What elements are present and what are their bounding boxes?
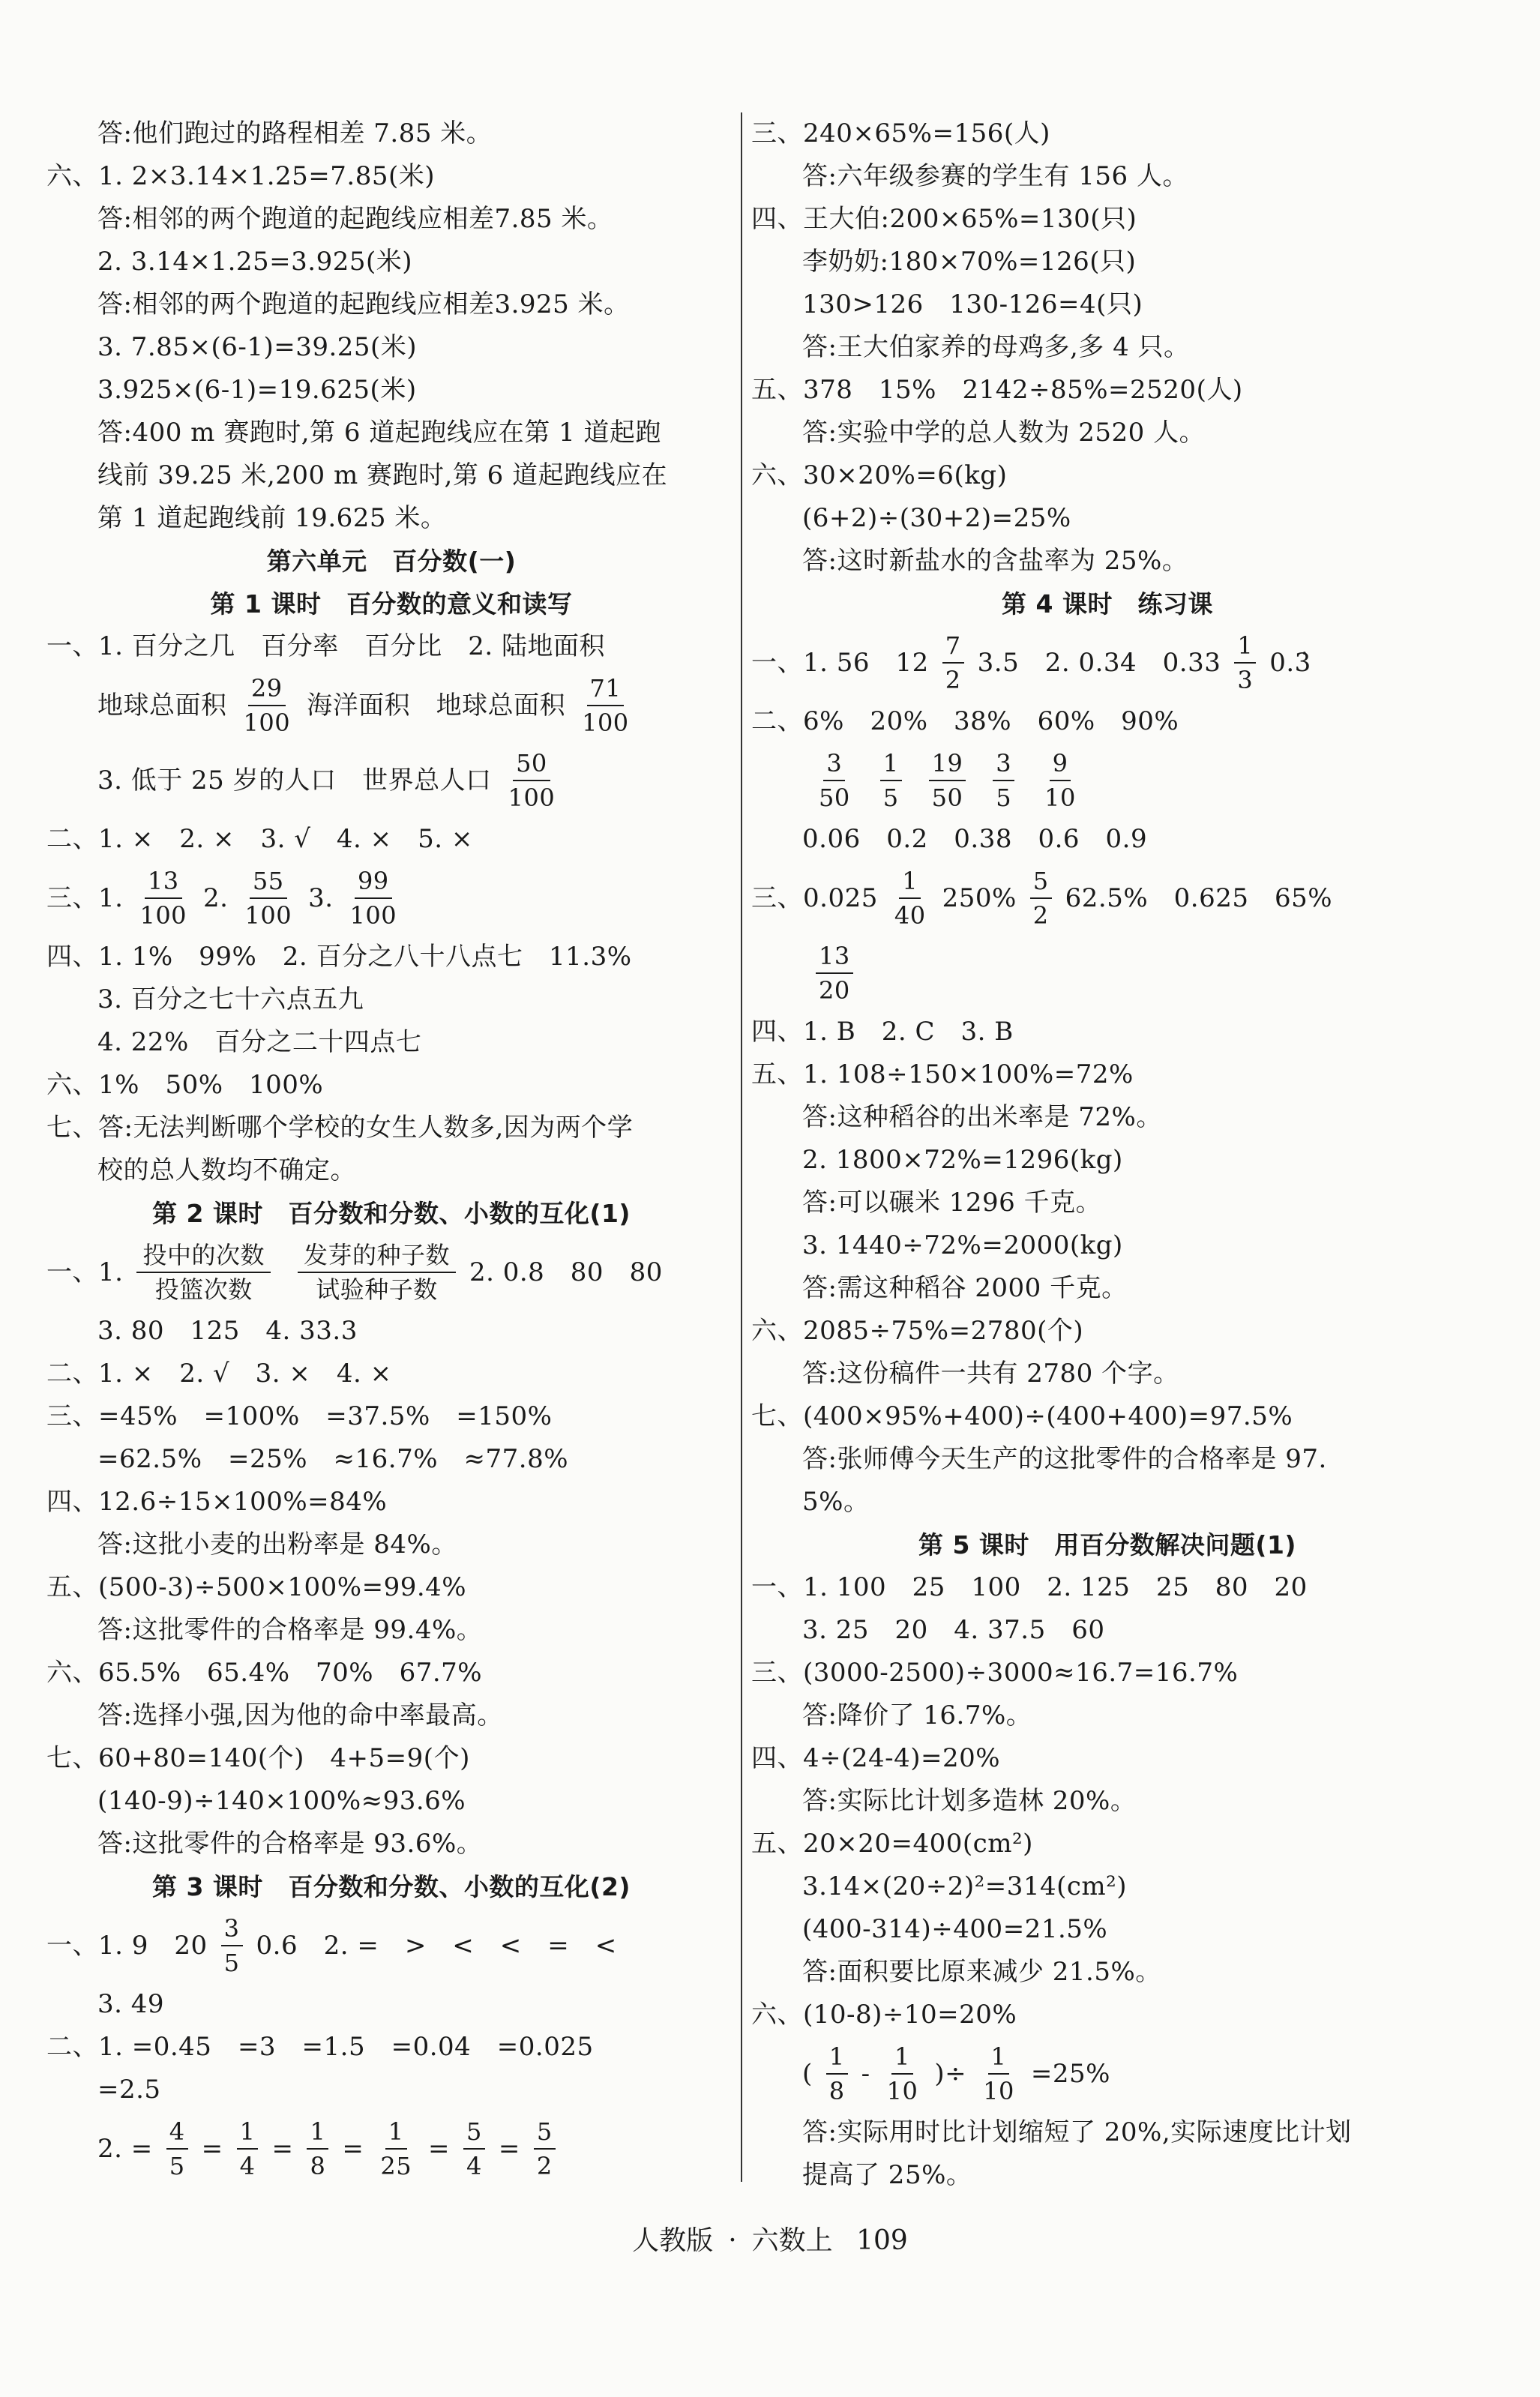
answer-line-fraction bbox=[46, 743, 736, 818]
answer-line: 答:王大伯家养的母鸡多,多 4 只。 bbox=[802, 332, 1190, 362]
numerator: 1 bbox=[988, 2042, 1010, 2075]
text-segment: 0.6 2. = > < < = < bbox=[256, 1931, 617, 1961]
denominator: 5 bbox=[169, 2152, 185, 2180]
fraction bbox=[579, 673, 632, 738]
right-column bbox=[751, 112, 1464, 2197]
text-segment: 2. bbox=[203, 883, 229, 913]
denominator: 100 bbox=[349, 901, 397, 930]
answer-line: 答:这份稿件一共有 2780 个字。 bbox=[802, 1359, 1179, 1389]
numerator: 3 bbox=[823, 748, 845, 781]
fraction bbox=[942, 631, 964, 695]
equals-sign: = bbox=[498, 2134, 520, 2164]
lesson-heading: 第 2 课时 百分数和分数、小数的互化(1) bbox=[151, 1199, 631, 1228]
numerator: 71 bbox=[587, 673, 625, 706]
answer-line: 答:选择小强,因为他的命中率最高。 bbox=[97, 1700, 503, 1730]
denominator: 2 bbox=[536, 2152, 553, 2180]
text-segment: 三、1. bbox=[46, 883, 124, 913]
answer-line: 3. 80 125 4. 33.3 bbox=[97, 1316, 358, 1346]
denominator: 4 bbox=[239, 2152, 256, 2180]
answer-line: 3. 1440÷72%=2000(kg) bbox=[802, 1230, 1123, 1260]
edition-label: 人教版 bbox=[632, 2225, 714, 2256]
answer-line: (400-314)÷400=21.5% bbox=[802, 1914, 1108, 1944]
fraction bbox=[136, 866, 190, 930]
fraction bbox=[347, 866, 400, 930]
answer-line: 5%。 bbox=[802, 1487, 870, 1517]
fraction bbox=[241, 673, 294, 738]
text-segment: 一、1. 9 20 bbox=[46, 1931, 208, 1961]
fraction bbox=[298, 1240, 456, 1305]
answer-line: 李奶奶:180×70%=126(只) bbox=[802, 247, 1137, 277]
numerator: 1 bbox=[307, 2117, 328, 2150]
text-segment: 3. 低于 25 岁的人口 世界总人口 bbox=[97, 766, 492, 796]
fraction bbox=[884, 2042, 921, 2106]
denominator: 40 bbox=[894, 901, 926, 930]
fraction bbox=[980, 2042, 1017, 2106]
answer-line: 三、240×65%=156(人) bbox=[751, 118, 1050, 148]
fraction bbox=[241, 866, 295, 930]
answer-line: 2. 3.14×1.25=3.925(米) bbox=[97, 247, 412, 277]
answer-line: 三、=45% =100% =37.5% =150% bbox=[46, 1401, 553, 1431]
answer-line: 答:可以碾米 1296 千克。 bbox=[802, 1188, 1102, 1218]
answer-line: 七、(400×95%+400)÷(400+400)=97.5% bbox=[751, 1401, 1293, 1431]
fraction bbox=[929, 748, 966, 813]
answer-line: 提高了 25%。 bbox=[802, 2160, 972, 2190]
denominator: 5 bbox=[996, 784, 1012, 812]
answer-line: 答:面积要比原来减少 21.5%。 bbox=[802, 1957, 1161, 1987]
fraction bbox=[237, 2117, 259, 2181]
numerator: 1 bbox=[880, 748, 902, 781]
answer-line: 3. 7.85×(6-1)=39.25(米) bbox=[97, 332, 418, 362]
denominator: 投篮次数 bbox=[154, 1275, 253, 1304]
numerator: 1 bbox=[891, 2042, 913, 2075]
answer-line: =2.5 bbox=[97, 2075, 161, 2105]
numerator: 3 bbox=[993, 748, 1014, 781]
denominator: 100 bbox=[508, 784, 556, 812]
answer-line: (6+2)÷(30+2)=25% bbox=[802, 503, 1071, 533]
equals-sign: = bbox=[271, 2134, 294, 2164]
answer-line-fraction bbox=[46, 668, 736, 743]
answer-line: 五、20×20=400(cm²) bbox=[751, 1829, 1033, 1859]
answer-line: 校的总人数均不确定。 bbox=[97, 1155, 356, 1185]
answer-line: 六、(10-8)÷10=20% bbox=[751, 2000, 1017, 2030]
denominator: 2 bbox=[1032, 901, 1049, 930]
text-segment: )÷ bbox=[934, 2059, 967, 2089]
text-segment: 2. 0.8 80 80 bbox=[469, 1257, 663, 1287]
answer-line-fraction bbox=[751, 936, 1464, 1011]
answer-line: 3.925×(6-1)=19.625(米) bbox=[97, 375, 417, 405]
page-footer bbox=[0, 2219, 1540, 2258]
column-divider bbox=[741, 112, 742, 2182]
fraction bbox=[377, 2117, 415, 2181]
numerator: 99 bbox=[355, 866, 392, 899]
answer-line: 第 1 道起跑线前 19.625 米。 bbox=[97, 503, 447, 533]
answer-line: 答:六年级参赛的学生有 156 人。 bbox=[802, 161, 1188, 191]
numerator: 5 bbox=[534, 2117, 556, 2150]
fraction bbox=[307, 2117, 328, 2181]
minus-sign: - bbox=[861, 2059, 870, 2089]
fraction bbox=[1030, 866, 1052, 930]
answer-line: 六、1. 2×3.14×1.25=7.85(米) bbox=[46, 161, 435, 191]
answer-line: 六、30×20%=6(kg) bbox=[751, 460, 1008, 490]
answer-line: 答:这时新盐水的含盐率为 25%。 bbox=[802, 546, 1188, 576]
denominator: 5 bbox=[882, 784, 899, 812]
answer-line-fraction bbox=[46, 861, 736, 936]
answer-line: 答:实验中学的总人数为 2520 人。 bbox=[802, 418, 1206, 448]
text-segment: 3.5 2. 0.34 0.33 bbox=[977, 648, 1221, 678]
answer-line: 五、(500-3)÷500×100%=99.4% bbox=[46, 1572, 467, 1602]
answer-line: 七、60+80=140(个) 4+5=9(个) bbox=[46, 1743, 470, 1773]
answer-line: 二、1. =0.45 =3 =1.5 =0.04 =0.025 bbox=[46, 2032, 594, 2062]
fraction bbox=[816, 748, 853, 813]
answer-line: 一、1. 百分之几 百分率 百分比 2. 陆地面积 bbox=[46, 631, 605, 661]
denominator: 10 bbox=[886, 2077, 918, 2105]
answer-line: =62.5% =25% ≈16.7% ≈77.8% bbox=[97, 1444, 569, 1474]
fraction bbox=[826, 2042, 848, 2106]
answer-line: 五、1. 108÷150×100%=72% bbox=[751, 1059, 1134, 1089]
numerator: 3 bbox=[221, 1913, 243, 1946]
fraction bbox=[1041, 748, 1079, 813]
answer-line: 答:实际用时比计划缩短了 20%,实际速度比计划 bbox=[802, 2117, 1352, 2147]
lesson-heading: 第 1 课时 百分数的意义和读写 bbox=[210, 589, 573, 619]
numerator: 1 bbox=[385, 2117, 407, 2150]
denominator: 试验种子数 bbox=[316, 1275, 438, 1304]
answer-line: 答:降价了 16.7%。 bbox=[802, 1700, 1032, 1730]
text-segment: 0.3̇ bbox=[1269, 648, 1311, 678]
fraction bbox=[505, 748, 559, 813]
text-segment: ( bbox=[802, 2059, 813, 2089]
answer-line-fraction bbox=[751, 2036, 1464, 2111]
numerator: 7 bbox=[942, 631, 964, 664]
text-segment: 地球总面积 bbox=[97, 691, 227, 721]
text-segment: 3. bbox=[308, 883, 334, 913]
answer-line: 答:这批小麦的出粉率是 84%。 bbox=[97, 1530, 457, 1560]
answer-line: 六、2085÷75%=2780(个) bbox=[751, 1316, 1084, 1346]
numerator: 1 bbox=[899, 866, 921, 899]
denominator: 100 bbox=[244, 901, 292, 930]
answer-line: 四、12.6÷15×100%=84% bbox=[46, 1487, 388, 1517]
answer-line: 3. 25 20 4. 37.5 60 bbox=[802, 1615, 1105, 1645]
answer-line: 答:需这种稻谷 2000 千克。 bbox=[802, 1273, 1128, 1303]
answer-line: 二、1. × 2. √ 3. × 4. × bbox=[46, 1359, 392, 1389]
answer-line: 五、378 15% 2142÷85%=2520(人) bbox=[751, 375, 1243, 405]
equals-sign: = bbox=[342, 2134, 364, 2164]
answer-line: (140-9)÷140×100%≈93.6% bbox=[97, 1786, 466, 1816]
denominator: 8 bbox=[310, 2152, 326, 2180]
denominator: 5 bbox=[223, 1949, 240, 1977]
fraction bbox=[993, 748, 1014, 813]
numerator: 5 bbox=[463, 2117, 485, 2150]
answer-line: 2. 1800×72%=1296(kg) bbox=[802, 1145, 1123, 1175]
answer-line: 答:相邻的两个跑道的起跑线应相差7.85 米。 bbox=[97, 204, 613, 234]
denominator: 50 bbox=[819, 784, 850, 812]
answer-line: 3.14×(20÷2)²=314(cm²) bbox=[802, 1871, 1128, 1901]
denominator: 10 bbox=[983, 2077, 1014, 2105]
answer-line: 答:400 m 赛跑时,第 6 道起跑线应在第 1 道起跑 bbox=[97, 418, 662, 448]
denominator: 100 bbox=[582, 709, 629, 737]
denominator: 100 bbox=[243, 709, 291, 737]
numerator: 5 bbox=[1030, 866, 1052, 899]
fraction bbox=[880, 748, 902, 813]
answer-line: 四、4÷(24-4)=20% bbox=[751, 1743, 1001, 1773]
fraction bbox=[463, 2117, 485, 2181]
numerator: 投中的次数 bbox=[136, 1240, 271, 1273]
lesson-heading: 第 3 课时 百分数和分数、小数的互化(2) bbox=[151, 1872, 631, 1901]
answer-line: 答:张师傅今天生产的这批零件的合格率是 97. bbox=[802, 1444, 1327, 1474]
unit-heading: 第六单元 百分数(一) bbox=[266, 547, 517, 576]
answer-line: 答:这批零件的合格率是 99.4%。 bbox=[97, 1615, 483, 1645]
fraction bbox=[136, 1240, 271, 1305]
fraction bbox=[891, 866, 929, 930]
fraction bbox=[816, 941, 853, 1005]
numerator: 发芽的种子数 bbox=[298, 1240, 456, 1273]
text-segment: 三、0.025 bbox=[751, 883, 878, 913]
fraction bbox=[166, 2117, 188, 2181]
answer-line-fraction bbox=[46, 2111, 736, 2186]
answer-line: 四、王大伯:200×65%=130(只) bbox=[751, 204, 1137, 234]
answer-line: 四、1. B 2. C 3. B bbox=[751, 1017, 1014, 1047]
answer-line: 130>126 130-126=4(只) bbox=[802, 289, 1143, 319]
numerator: 9 bbox=[1050, 748, 1071, 781]
page-number: 109 bbox=[856, 2225, 908, 2256]
answer-line: 4. 22% 百分之二十四点七 bbox=[97, 1027, 422, 1057]
answer-line: 3. 49 bbox=[97, 1989, 165, 2019]
denominator: 100 bbox=[139, 901, 187, 930]
denominator: 3 bbox=[1237, 666, 1254, 694]
numerator: 1 bbox=[237, 2117, 259, 2150]
answer-line: 线前 39.25 米,200 m 赛跑时,第 6 道起跑线应在 bbox=[97, 460, 668, 490]
denominator: 25 bbox=[380, 2152, 412, 2180]
answer-line: 七、答:无法判断哪个学校的女生人数多,因为两个学 bbox=[46, 1113, 634, 1143]
numerator: 1 bbox=[1234, 631, 1256, 664]
numerator: 4 bbox=[166, 2117, 188, 2150]
numerator: 50 bbox=[513, 748, 550, 781]
text-segment: 62.5% 0.625 65% bbox=[1065, 883, 1333, 913]
numerator: 13 bbox=[816, 941, 853, 974]
numerator: 19 bbox=[929, 748, 966, 781]
text-segment: 一、1. 56 12 bbox=[751, 648, 929, 678]
denominator: 2 bbox=[945, 666, 961, 694]
answer-line: 答:这批零件的合格率是 93.6%。 bbox=[97, 1829, 483, 1859]
numerator: 55 bbox=[250, 866, 287, 899]
left-column bbox=[46, 112, 736, 2186]
answer-line: 答:相邻的两个跑道的起跑线应相差3.925 米。 bbox=[97, 289, 630, 319]
numerator: 13 bbox=[145, 866, 182, 899]
fraction bbox=[221, 1913, 243, 1978]
fraction bbox=[534, 2117, 556, 2181]
answer-line: 四、1. 1% 99% 2. 百分之八十八点七 11.3% bbox=[46, 942, 632, 972]
answer-line: 3. 百分之七十六点五九 bbox=[97, 984, 364, 1014]
answer-line: 二、1. × 2. × 3. √ 4. × 5. × bbox=[46, 824, 473, 854]
answer-line: 二、6% 20% 38% 60% 90% bbox=[751, 706, 1179, 736]
answer-line-fraction bbox=[46, 1235, 736, 1310]
denominator: 4 bbox=[466, 2152, 482, 2180]
answer-line-fraction bbox=[46, 1908, 736, 1983]
answer-line: 答:这种稻谷的出米率是 72%。 bbox=[802, 1102, 1162, 1132]
answer-line: 答:实际比计划多造林 20%。 bbox=[802, 1786, 1137, 1816]
answer-line-fraction bbox=[751, 743, 1464, 818]
text-segment: =25% bbox=[1030, 2059, 1110, 2089]
answer-line: 六、1% 50% 100% bbox=[46, 1070, 324, 1100]
subject-label: 六数上 bbox=[751, 2225, 833, 2256]
denominator: 20 bbox=[819, 976, 850, 1005]
answer-line: 三、(3000-2500)÷3000≈16.7=16.7% bbox=[751, 1658, 1239, 1688]
text-segment: 一、1. bbox=[46, 1257, 124, 1287]
lesson-heading: 第 5 课时 用百分数解决问题(1) bbox=[918, 1530, 1297, 1560]
numerator: 29 bbox=[248, 673, 286, 706]
text-segment: 250% bbox=[942, 883, 1017, 913]
denominator: 8 bbox=[828, 2077, 845, 2105]
numerator: 1 bbox=[826, 2042, 848, 2075]
text-segment: 2. = bbox=[97, 2134, 153, 2164]
answer-line-fraction bbox=[751, 861, 1464, 936]
text-segment: 海洋面积 地球总面积 bbox=[307, 691, 566, 721]
equals-sign: = bbox=[201, 2134, 223, 2164]
answer-line: 六、65.5% 65.4% 70% 67.7% bbox=[46, 1658, 483, 1688]
answer-line: 答:他们跑过的路程相差 7.85 米。 bbox=[97, 118, 493, 148]
answer-line: 0.06 0.2 0.38 0.6 0.9 bbox=[802, 824, 1148, 854]
answer-line-fraction bbox=[751, 625, 1464, 700]
fraction bbox=[1234, 631, 1256, 695]
denominator: 10 bbox=[1044, 784, 1076, 812]
answer-line: 一、1. 100 25 100 2. 125 25 80 20 bbox=[751, 1572, 1308, 1602]
denominator: 50 bbox=[931, 784, 963, 812]
equals-sign: = bbox=[428, 2134, 451, 2164]
separator-dot: · bbox=[728, 2225, 737, 2256]
lesson-heading: 第 4 课时 练习课 bbox=[1002, 589, 1213, 619]
